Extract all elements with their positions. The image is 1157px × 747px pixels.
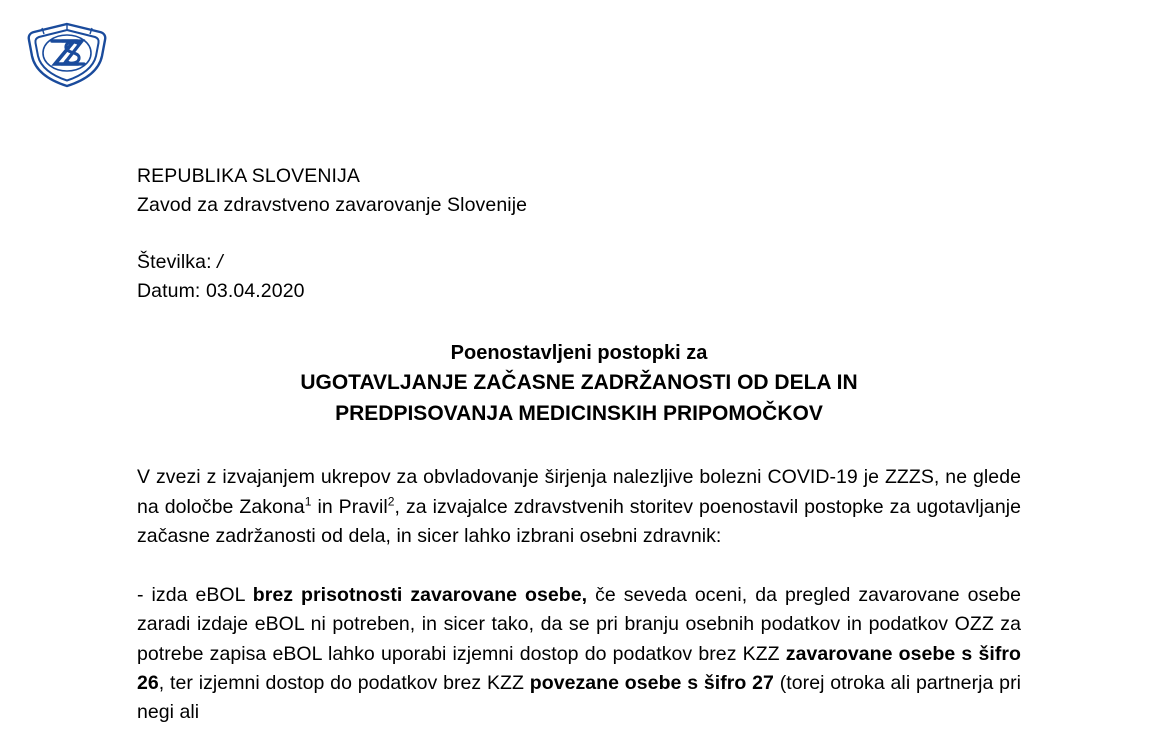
bullet-part-3: , ter izjemni dostop do podatkov brez KZZ: [158, 671, 530, 694]
zzzs-logo: [22, 22, 112, 88]
title-line-2: UGOTAVLJANJE ZAČASNE ZADRŽANOSTI OD DELA IN: [300, 371, 858, 395]
document-number-row: [137, 248, 1021, 277]
bullet-part-1: - izda eBOL: [137, 584, 253, 607]
paragraph-bullet-ebol: [137, 581, 1021, 727]
document-date-value: 03.04.2020: [205, 279, 305, 302]
title-line-3: PREDPISOVANJA MEDICINSKIH PRIPOMOČKOV: [335, 401, 823, 425]
footnote-ref-2: 2: [387, 494, 395, 509]
bullet-part-2: če seveda oceni, da pregled zavarovane osebe zaradi izdaje eBOL ni potreben, in sicer tako, da se pri branju osebnih podatkov in podatkov OZZ za potrebe zapisa eBOL lahko uporabi izjemni dostop do podatkov brez KZZ: [137, 584, 1021, 665]
bullet-bold-1: brez prisotnosti zavarovane osebe,: [252, 584, 588, 607]
paragraph-intro-part-1: V zvezi z izvajanjem ukrepov za obvladovanje širjenja nalezljive bolezni COVID-19 je ZZZS, ne glede na določbe Zakona: [137, 466, 1021, 518]
paragraph-intro: [137, 463, 1021, 551]
document-number-label: Številka:: [137, 250, 212, 273]
bullet-bold-2: zavarovane osebe s šifro 26: [137, 642, 1021, 694]
organization-line-1: REPUBLIKA SLOVENIJA: [137, 165, 360, 187]
document-date-row: [137, 277, 1021, 306]
document-meta: [137, 248, 1021, 306]
document-content: [137, 162, 1021, 747]
organization-line-2: Zavod za zdravstveno zavarovanje Slovenije: [137, 193, 528, 216]
paragraph-intro-part-3: , za izvajalce zdravstvenih storitev poenostavil postopke za ugotavljanje začasne zadržanosti od dela, in sicer lahko izbrani osebni zdravnik:: [137, 495, 1021, 547]
document-number-value: /: [217, 250, 223, 273]
title-line-1: Poenostavljeni postopki za: [450, 342, 708, 365]
bullet-part-4: (torej otroka ali partnerja pri negi ali: [137, 671, 1021, 724]
paragraph-intro-part-2: in Pravil: [311, 495, 388, 518]
document-date-label: Datum:: [137, 279, 201, 302]
page-title: [137, 339, 1021, 429]
footnote-ref-1: 1: [304, 494, 312, 509]
bullet-bold-3: povezane osebe s šifro 27: [529, 671, 774, 694]
organization-block: [137, 162, 1021, 220]
